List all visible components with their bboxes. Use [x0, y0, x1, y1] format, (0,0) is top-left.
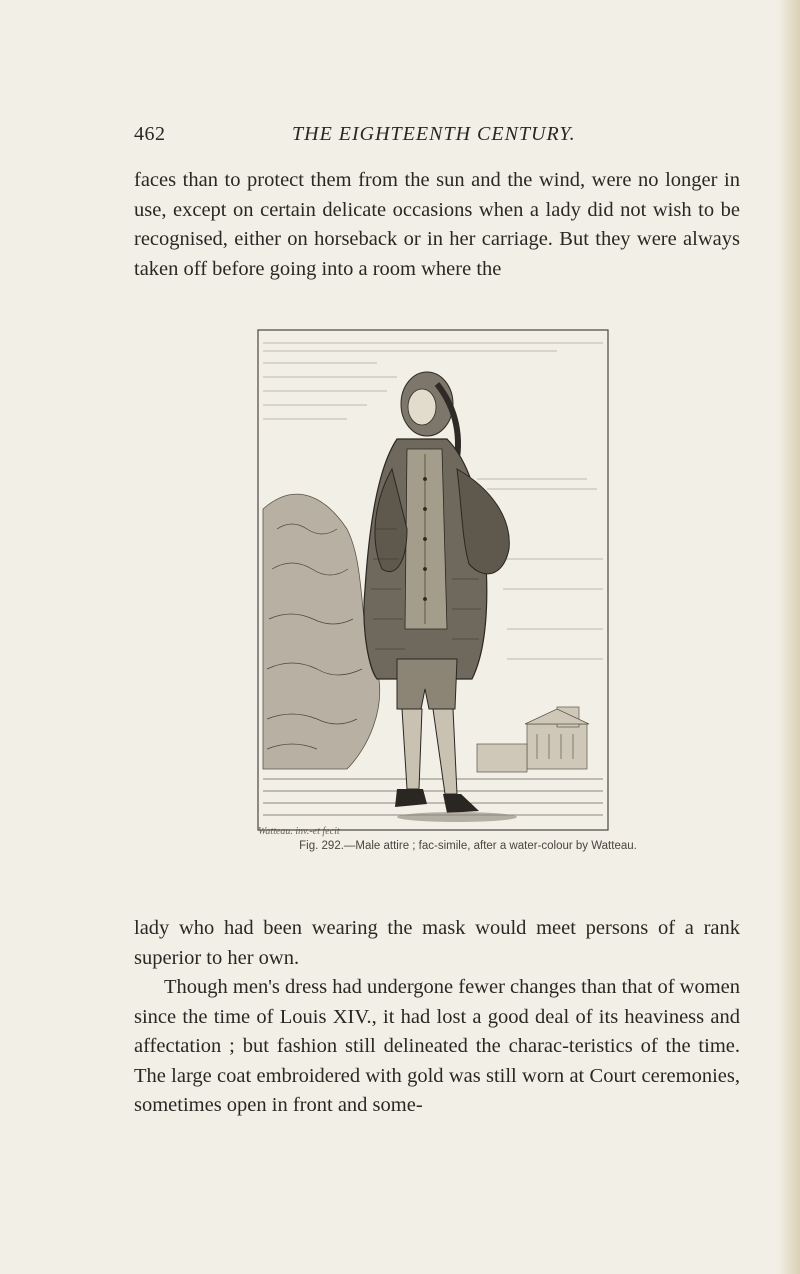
running-title: THE EIGHTEENTH CENTURY.	[292, 123, 576, 145]
artist-signature: Watteau. inv.-et fecit	[258, 826, 340, 837]
body-text-top	[134, 166, 740, 284]
body-text-bottom	[134, 914, 740, 1121]
paragraph-continuation: lady who had been wearing the mask would meet persons of a rank superior to her own.	[134, 917, 740, 969]
figure-caption: Fig. 292.—Male attire ; fac-simile, after a water-colour by Watteau.	[299, 840, 637, 852]
page-edge-shadow	[778, 0, 800, 1274]
paragraph-top: faces than to protect them from the sun and the wind, were no longer in use, except on certain delicate occasions when a lady did not wish to be recognised, either on horseback or in her carriage. But they were always taken off before going into a room where the	[134, 169, 740, 280]
page-header	[134, 123, 694, 147]
paragraph-next: Though men's dress had undergone fewer changes than that of women since the time of Louis XIV., it had lost a good deal of its heaviness and affectation ; but fashion still delineated the charac-teristics of the time. The large coat embroidered with gold was still worn at Court ceremonies, sometimes open in front and some-	[134, 976, 741, 1116]
engraving-male-attire	[257, 329, 609, 831]
figure-illustration	[257, 329, 609, 831]
page-number: 462	[134, 123, 166, 145]
